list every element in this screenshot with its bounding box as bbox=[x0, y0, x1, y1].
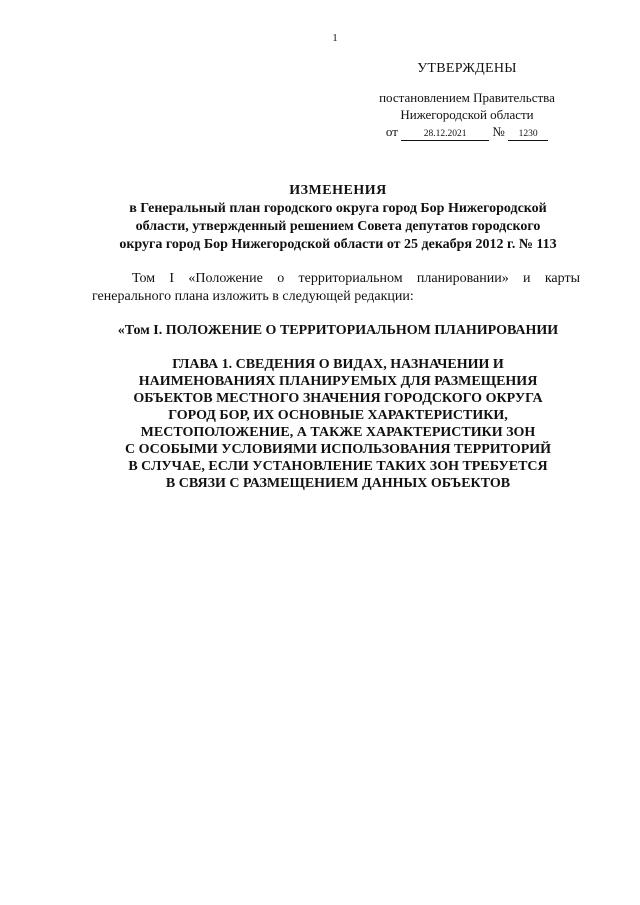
chapter-line-1: ГЛАВА 1. СВЕДЕНИЯ О ВИДАХ, НАЗНАЧЕНИИ И bbox=[172, 357, 504, 372]
chapter-line-4: ГОРОД БОР, ИХ ОСНОВНЫЕ ХАРАКТЕРИСТИКИ, bbox=[168, 408, 508, 423]
title-main: ИЗМЕНЕНИЯ bbox=[289, 183, 387, 198]
intro-paragraph: Том I «Положение о территориальном планировании» и карты генерального плана изложить в следующей редакции: bbox=[92, 271, 580, 304]
title-line-1: в Генеральный план городского округа город Бор Нижегородской bbox=[129, 201, 547, 216]
chapter-heading bbox=[78, 356, 598, 492]
approval-line-2: Нижегородской области bbox=[400, 107, 534, 122]
approval-block bbox=[352, 60, 582, 141]
approval-date-number bbox=[352, 123, 582, 141]
title-line-2: области, утвержденный решением Совета депутатов городского bbox=[135, 219, 541, 234]
page-number: 1 bbox=[332, 32, 338, 44]
chapter-line-5: МЕСТОПОЛОЖЕНИЕ, А ТАКЖЕ ХАРАКТЕРИСТИКИ ЗОН bbox=[140, 425, 536, 440]
volume-heading: «Том I. ПОЛОЖЕНИЕ О ТЕРРИТОРИАЛЬНОМ ПЛАНИРОВАНИИ bbox=[117, 323, 559, 338]
chapter-line-6: С ОСОБЫМИ УСЛОВИЯМИ ИСПОЛЬЗОВАНИЯ ТЕРРИТОРИЙ bbox=[124, 442, 552, 457]
document-title bbox=[78, 182, 598, 254]
chapter-line-8: В СВЯЗИ С РАЗМЕЩЕНИЕМ ДАННЫХ ОБЪЕКТОВ bbox=[165, 476, 511, 491]
chapter-line-7: В СЛУЧАЕ, ЕСЛИ УСТАНОВЛЕНИЕ ТАКИХ ЗОН ТРЕБУЕТСЯ bbox=[128, 459, 548, 474]
number-prefix: № bbox=[492, 124, 505, 139]
approval-title: УТВЕРЖДЕНЫ bbox=[417, 61, 517, 76]
title-line-3: округа город Бор Нижегородской области от 25 декабря 2012 г. № 113 bbox=[119, 237, 557, 252]
approval-date-field: 28.12.2021 bbox=[401, 128, 489, 141]
approval-number-field: 1230 bbox=[508, 128, 548, 141]
approval-line-1: постановлением Правительства bbox=[379, 90, 555, 105]
chapter-line-3: ОБЪЕКТОВ МЕСТНОГО ЗНАЧЕНИЯ ГОРОДСКОГО ОКРУГА bbox=[133, 391, 543, 406]
chapter-line-2: НАИМЕНОВАНИЯХ ПЛАНИРУЕМЫХ ДЛЯ РАЗМЕЩЕНИЯ bbox=[138, 374, 538, 389]
date-prefix: от bbox=[385, 124, 398, 139]
